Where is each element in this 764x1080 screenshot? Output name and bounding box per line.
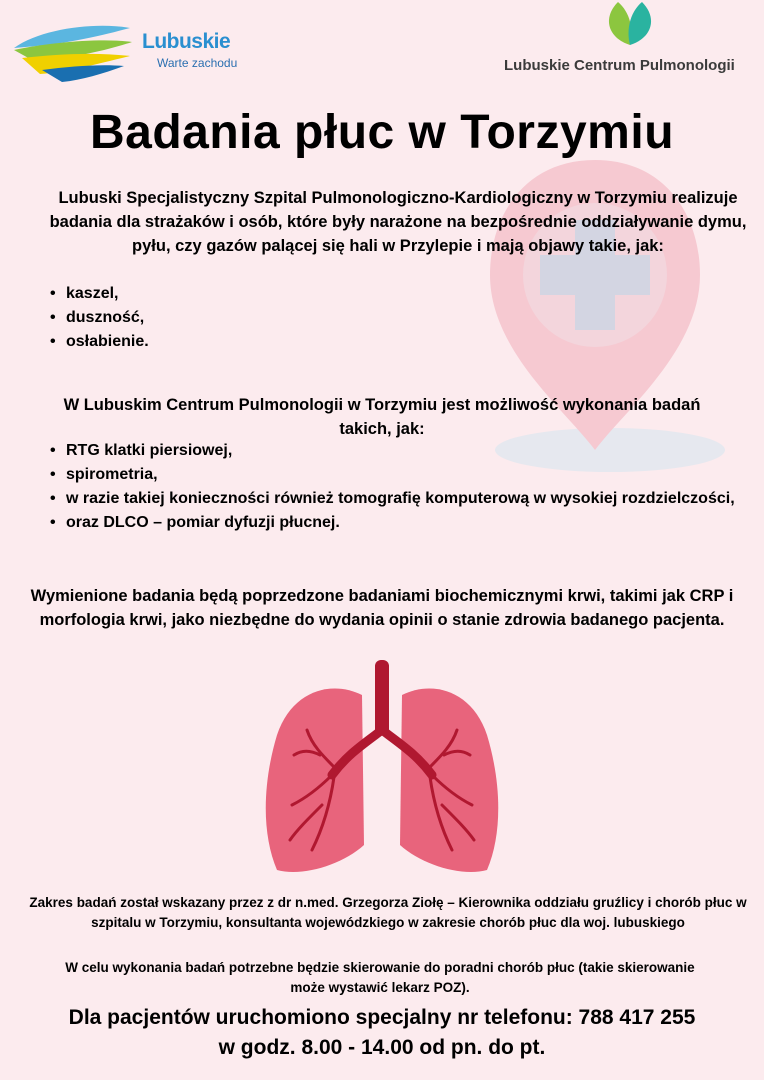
- lubuskie-logo: [12, 20, 242, 84]
- list-item: • w razie takiej konieczności również tomografię komputerową w wysokiej rozdzielczości,: [48, 487, 738, 511]
- list-item: • RTG klatki piersiowej,: [48, 439, 738, 463]
- blood-tests-paragraph: Wymienione badania będą poprzedzone badaniami biochemicznymi krwi, takimi jak CRP i morfologia krwi, jako niezbędne do wydania opinii o stanie zdrowia badanego pacjenta.: [30, 587, 734, 629]
- exams-intro-paragraph: W Lubuskim Centrum Pulmonologii w Torzymiu jest możliwość wykonania badań takich, jak:: [63, 396, 701, 438]
- lungs-icon: [262, 655, 502, 890]
- list-item: • kaszel,: [48, 282, 149, 306]
- list-item: • oraz DLCO – pomiar dyfuzji płucnej.: [48, 511, 738, 535]
- exams-list: [48, 439, 738, 535]
- scope-note: Zakres badań został wskazany przez z dr n.med. Grzegorza Ziołę – Kierownika oddziału gruźlicy i chorób płuc w szpitalu w Torzymiu, konsultanta wojewódzkiego w zakresie chorób płuc dla woj. lubuskiego: [29, 895, 747, 930]
- phone-line: Dla pacjentów uruchomiono specjalny nr telefonu: 788 417 255: [68, 1006, 696, 1029]
- leaf-logo-icon: [600, 0, 660, 50]
- pulmonology-center-logo: [500, 0, 764, 80]
- hours-line: w godz. 8.00 - 14.00 od pn. do pt.: [218, 1036, 546, 1059]
- lubuskie-logo-name: Lubuskie: [142, 30, 231, 53]
- page-title: Badania płuc w Torzymiu: [89, 106, 675, 159]
- lubuskie-logo-icon: [12, 20, 137, 84]
- lubuskie-logo-tagline: Warte zachodu: [157, 56, 238, 70]
- list-item: • osłabienie.: [48, 330, 149, 354]
- list-item: • spirometria,: [48, 463, 738, 487]
- pulmonology-center-name: Lubuskie Centrum Pulmonologii: [504, 57, 735, 74]
- intro-paragraph: Lubuski Specjalistyczny Szpital Pulmonologiczno-Kardiologiczny w Torzymiu realizuje badania dla strażaków i osób, które były narażone na bezpośrednie oddziaływanie dymu, pyłu, czy gazów palącej się hali w Przylepie i mają objawy takie, jak:: [49, 189, 747, 255]
- referral-note: W celu wykonania badań potrzebne będzie skierowanie do poradni chorób płuc (takie skierowanie może wystawić lekarz POZ).: [65, 960, 695, 995]
- symptoms-list: [48, 282, 149, 354]
- list-item: • duszność,: [48, 306, 149, 330]
